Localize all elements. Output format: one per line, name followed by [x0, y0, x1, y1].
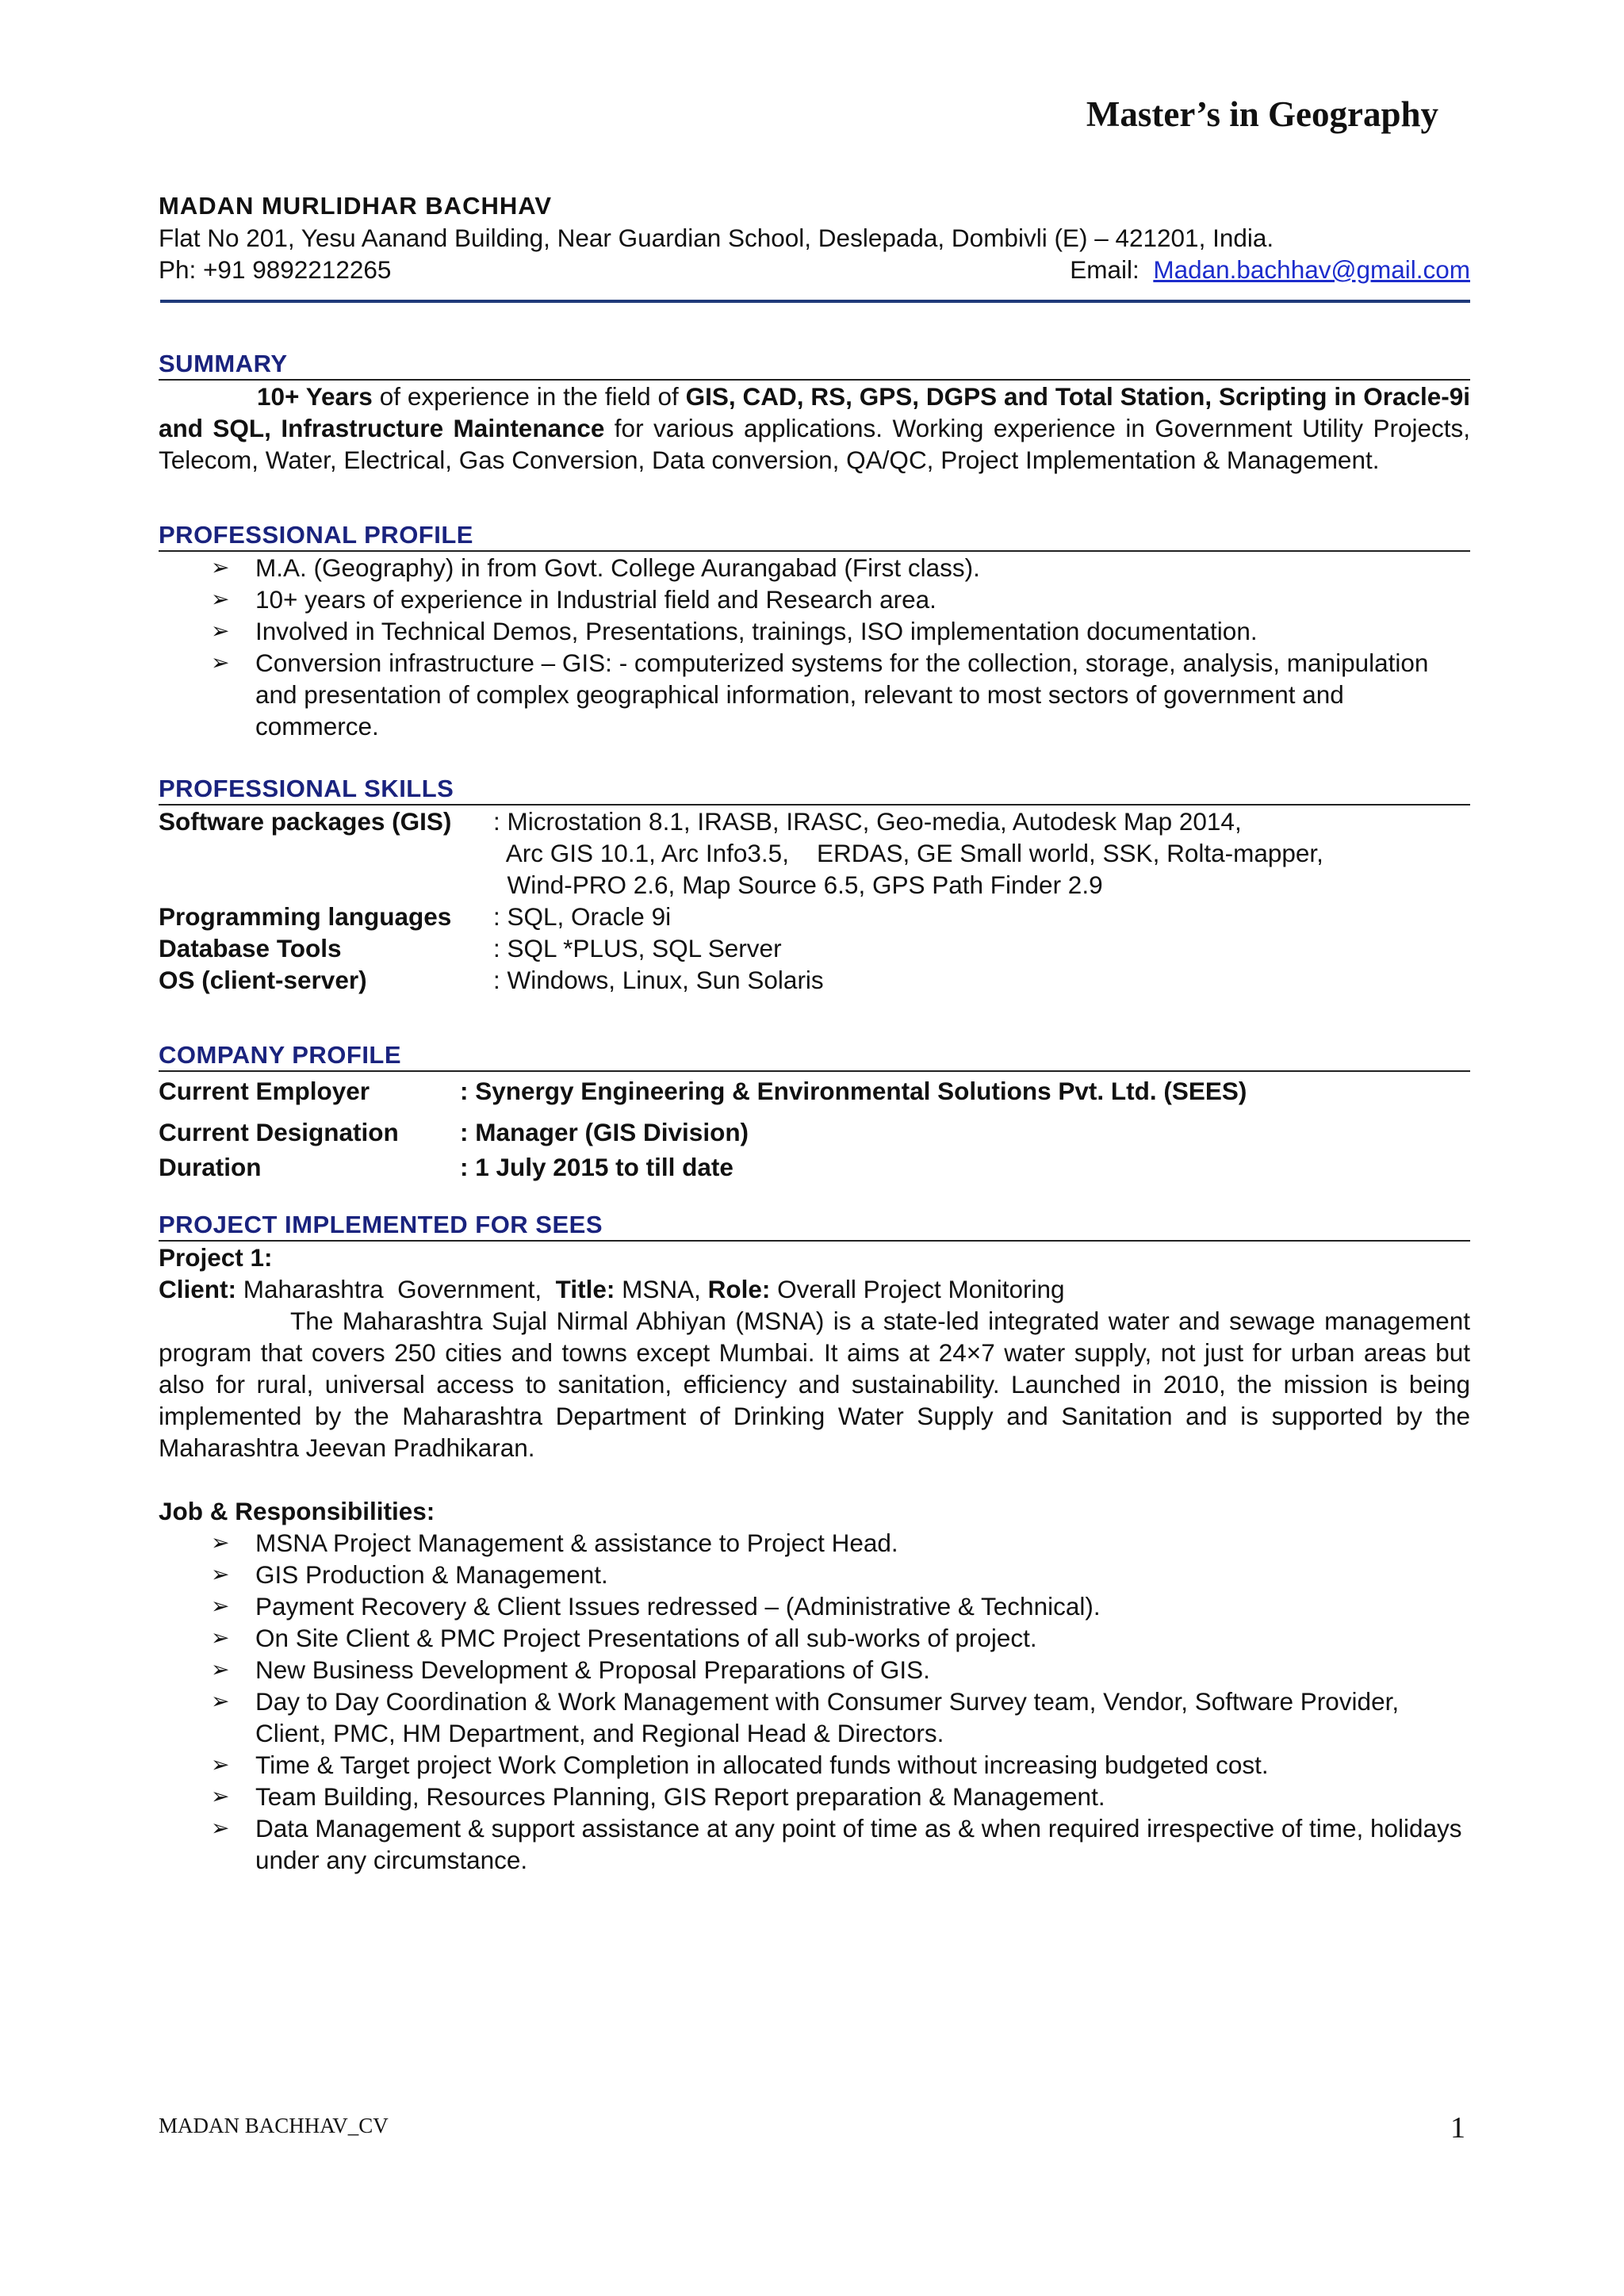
software-values: [493, 806, 1470, 901]
summary-text-2: for various applications. Working experience in Government Utility Projects, Telecom, Water, Electrical, Gas Conversion, Data conversion, QA/QC, Project Implementation & Management.: [159, 414, 1471, 474]
company-grid: [159, 1075, 1470, 1183]
duration-label: Duration: [159, 1153, 262, 1181]
software-label: Software packages (GIS): [159, 807, 452, 836]
list-item: [211, 1559, 1470, 1590]
list-item-text: M.A. (Geography) in from Govt. College Aurangabad (First class).: [255, 553, 980, 582]
designation-value: : Manager (GIS Division): [460, 1118, 749, 1146]
arrow-bullet-icon: ➢: [211, 1561, 230, 1587]
software-line: : Microstation 8.1, IRASB, IRASC, Geo-media, Autodesk Map 2014,: [493, 807, 1242, 836]
list-item: [211, 1527, 1470, 1559]
employer-value: : Synergy Engineering & Environmental Solutions Pvt. Ltd. (SEES): [460, 1077, 1247, 1105]
address: Flat No 201, Yesu Aanand Building, Near Guardian School, Deslepada, Dombivli (E) – 421201, India.: [159, 224, 1274, 252]
footer-document-name: MADAN BACHHAV_CV: [159, 2114, 389, 2137]
arrow-bullet-icon: ➢: [211, 649, 230, 675]
arrow-bullet-icon: ➢: [211, 586, 230, 612]
degree-title: Master’s in Geography: [1086, 94, 1438, 134]
software-line: Arc GIS 10.1, Arc Info3.5, ERDAS, GE Small world, SSK, Rolta-mapper,: [493, 839, 1323, 867]
designation-label: Current Designation: [159, 1118, 399, 1146]
list-item: [211, 1749, 1470, 1781]
email-label: Email:: [1070, 255, 1139, 284]
summary-bold-2: GIS, CAD, RS, GPS, DGPS and Total Station, Scripting in Oracle-9i and SQL, Infrastructure Maintenance: [159, 382, 1471, 442]
arrow-bullet-icon: ➢: [211, 554, 230, 580]
list-item: [211, 1781, 1470, 1812]
list-item-text: Data Management & support assistance at any point of time as & when required irrespective of time, holidays under any circumstance.: [255, 1814, 1462, 1874]
title-label: Title:: [555, 1275, 615, 1303]
list-item: [211, 1654, 1470, 1686]
candidate-name: MADAN MURLIDHAR BACHHAV: [159, 192, 552, 220]
client-value: Maharashtra Government,: [236, 1275, 556, 1303]
arrow-bullet-icon: ➢: [211, 1656, 230, 1682]
project-description: The Maharashtra Sujal Nirmal Abhiyan (MSNA) is a state-led integrated water and sewage management program that covers 250 cities and towns except Mumbai. It aims at 24×7 water supply, not just for urban areas but also for rural, universal access to sanitation, efficiency and sustainability. Launched in 2010, the mission is being implemented by the Maharashtra Department of Drinking Water Supply and Sanitation and is supported by the Maharashtra Jeevan Pradhikaran.: [159, 1307, 1470, 1462]
company-section: [159, 1040, 1470, 1183]
duration-value: : 1 July 2015 to till date: [460, 1153, 733, 1181]
software-line: Wind-PRO 2.6, Map Source 6.5, GPS Path Finder 2.9: [493, 871, 1103, 899]
email-group: [1070, 254, 1470, 285]
project-heading: PROJECT IMPLEMENTED FOR SEES: [159, 1210, 1470, 1242]
profile-list: [159, 552, 1470, 742]
arrow-bullet-icon: ➢: [211, 1688, 230, 1714]
list-item-text: Conversion infrastructure – GIS: - computerized systems for the collection, storage, analysis, manipulation and presentation of complex geographical information, relevant to most sectors of government and commerce.: [255, 649, 1429, 740]
list-item: [211, 615, 1470, 647]
email-link[interactable]: Madan.bachhav@gmail.com: [1153, 255, 1470, 284]
list-item-text: New Business Development & Proposal Preparations of GIS.: [255, 1655, 930, 1684]
programming-label: Programming languages: [159, 902, 452, 931]
employer-label: Current Employer: [159, 1077, 370, 1105]
list-item-text: Day to Day Coordination & Work Management with Consumer Survey team, Vendor, Software Provider, Client, PMC, HM Department, and Regional Head & Directors.: [255, 1687, 1400, 1747]
summary-bold-1: 10+ Years: [257, 382, 373, 411]
list-item: [211, 1812, 1470, 1876]
arrow-bullet-icon: ➢: [211, 1593, 230, 1619]
summary-heading: SUMMARY: [159, 349, 1470, 381]
skills-section: [159, 774, 1470, 996]
header-divider: [160, 300, 1470, 303]
contact-row: [159, 254, 1470, 285]
arrow-bullet-icon: ➢: [211, 1751, 230, 1777]
project-title: Project 1:: [159, 1243, 273, 1272]
profile-section: [159, 520, 1470, 742]
skills-heading: PROFESSIONAL SKILLS: [159, 774, 1470, 806]
arrow-bullet-icon: ➢: [211, 618, 230, 644]
list-item-text: Time & Target project Work Completion in allocated funds without increasing budgeted cost.: [255, 1751, 1269, 1779]
list-item: [211, 1686, 1470, 1749]
arrow-bullet-icon: ➢: [211, 1529, 230, 1556]
role-value: Overall Project Monitoring: [770, 1275, 1065, 1303]
list-item-text: GIS Production & Management.: [255, 1560, 608, 1589]
list-item-text: On Site Client & PMC Project Presentations of all sub-works of project.: [255, 1624, 1037, 1652]
list-item: [211, 647, 1470, 742]
database-label: Database Tools: [159, 934, 342, 962]
list-item-text: Team Building, Resources Planning, GIS Report preparation & Management.: [255, 1782, 1105, 1811]
footer-page-number: 1: [1450, 2111, 1465, 2145]
phone: Ph: +91 9892212265: [159, 255, 392, 284]
list-item: [211, 584, 1470, 615]
list-item: [211, 552, 1470, 584]
skills-grid: [159, 806, 1470, 996]
jobs-list: [159, 1527, 1470, 1876]
company-heading: COMPANY PROFILE: [159, 1040, 1470, 1072]
summary-paragraph: [159, 381, 1470, 476]
contact-block: [159, 190, 1470, 303]
list-item-text: Payment Recovery & Client Issues redressed – (Administrative & Technical).: [255, 1592, 1101, 1621]
client-label: Client:: [159, 1275, 236, 1303]
os-value: : Windows, Linux, Sun Solaris: [493, 966, 824, 994]
arrow-bullet-icon: ➢: [211, 1815, 230, 1841]
resume-content: [159, 190, 1470, 1876]
list-item-text: MSNA Project Management & assistance to Project Head.: [255, 1529, 898, 1557]
programming-value: : SQL, Oracle 9i: [493, 902, 672, 931]
list-item: [211, 1622, 1470, 1654]
project-section: [159, 1210, 1470, 1876]
project-meta: [159, 1273, 1470, 1305]
database-value: : SQL *PLUS, SQL Server: [493, 934, 782, 962]
profile-heading: PROFESSIONAL PROFILE: [159, 520, 1470, 552]
list-item-text: 10+ years of experience in Industrial field and Research area.: [255, 585, 936, 614]
jobs-heading: Job & Responsibilities:: [159, 1497, 435, 1525]
list-item-text: Involved in Technical Demos, Presentations, trainings, ISO implementation documentation.: [255, 617, 1258, 645]
title-value: MSNA,: [615, 1275, 708, 1303]
role-label: Role:: [707, 1275, 771, 1303]
list-item: [211, 1590, 1470, 1622]
arrow-bullet-icon: ➢: [211, 1783, 230, 1809]
summary-section: [159, 349, 1470, 476]
summary-text-1: of experience in the field of: [372, 382, 686, 411]
arrow-bullet-icon: ➢: [211, 1624, 230, 1651]
os-label: OS (client-server): [159, 966, 367, 994]
